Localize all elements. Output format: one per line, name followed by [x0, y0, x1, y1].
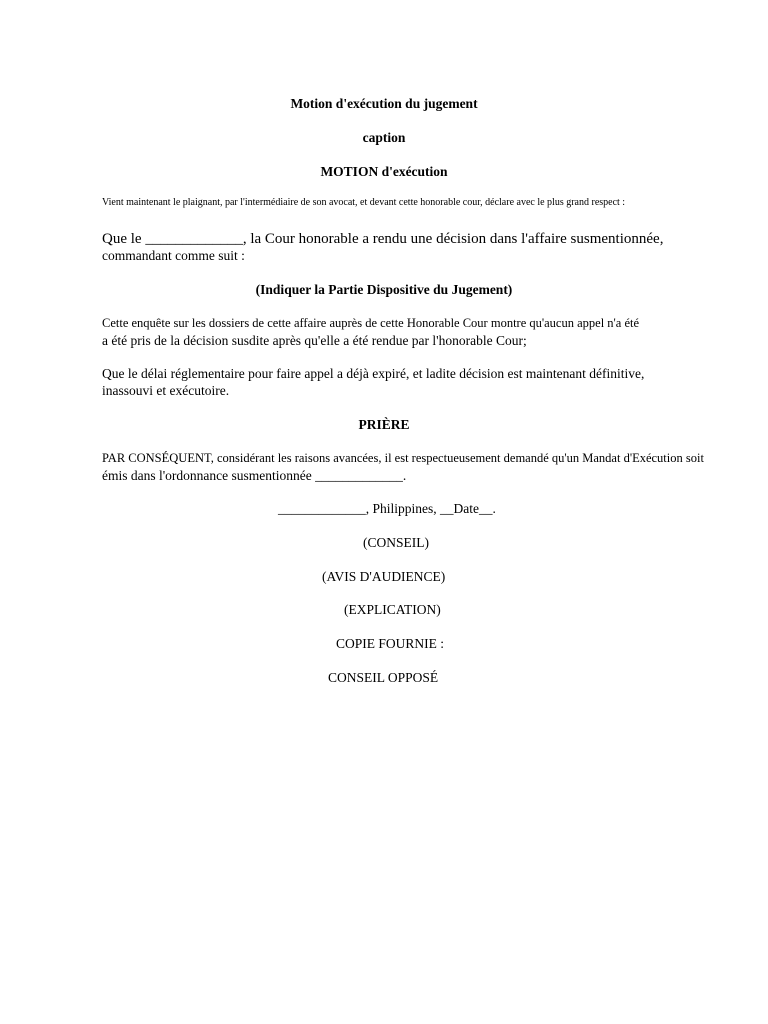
paragraph-1-line-2: commandant comme suit :: [102, 248, 245, 263]
paragraph-2-line-2: a été pris de la décision susdite après qu'elle a été rendue par l'honorable Cour;: [102, 333, 527, 348]
opposing-counsel-line: CONSEIL OPPOSÉ: [328, 670, 439, 685]
paragraph-3-line-2: inassouvi et exécutoire.: [102, 383, 230, 398]
explanation-line: (EXPLICATION): [344, 602, 441, 617]
intro-paragraph: Vient maintenant le plaignant, par l'intermédiaire de son avocat, et devant cette honorable cour, déclare avec le plus grand respect :: [102, 197, 626, 208]
counsel-line: (CONSEIL): [363, 535, 429, 550]
paragraph-4-line-2: émis dans l'ordonnance susmentionnée _____________.: [102, 468, 407, 483]
caption-heading: caption: [362, 130, 406, 145]
document-title: Motion d'exécution du jugement: [290, 96, 478, 111]
copy-furnished-line: COPIE FOURNIE :: [336, 636, 445, 651]
paragraph-1-line-1: Que le _____________, la Cour honorable a rendu une décision dans l'affaire susmentionnée,: [102, 231, 664, 247]
place-date-line: _____________, Philippines, __Date__.: [278, 501, 496, 516]
paragraph-2-line-1: Cette enquête sur les dossiers de cette affaire auprès de cette Honorable Cour montre qu'aucun appel n'a été: [102, 316, 640, 330]
paragraph-3-line-1: Que le délai réglementaire pour faire appel a déjà expiré, et ladite décision est maintenant définitive,: [102, 366, 645, 381]
prayer-heading: PRIÈRE: [358, 417, 410, 432]
paragraph-4-line-1: PAR CONSÉQUENT, considérant les raisons avancées, il est respectueusement demandé qu'un Mandat d'Exécution soit: [102, 451, 704, 465]
notice-of-hearing: (AVIS D'AUDIENCE): [322, 569, 446, 584]
motion-heading: MOTION d'exécution: [320, 164, 448, 179]
dispositive-heading: (Indiquer la Partie Dispositive du Jugement): [255, 282, 513, 297]
